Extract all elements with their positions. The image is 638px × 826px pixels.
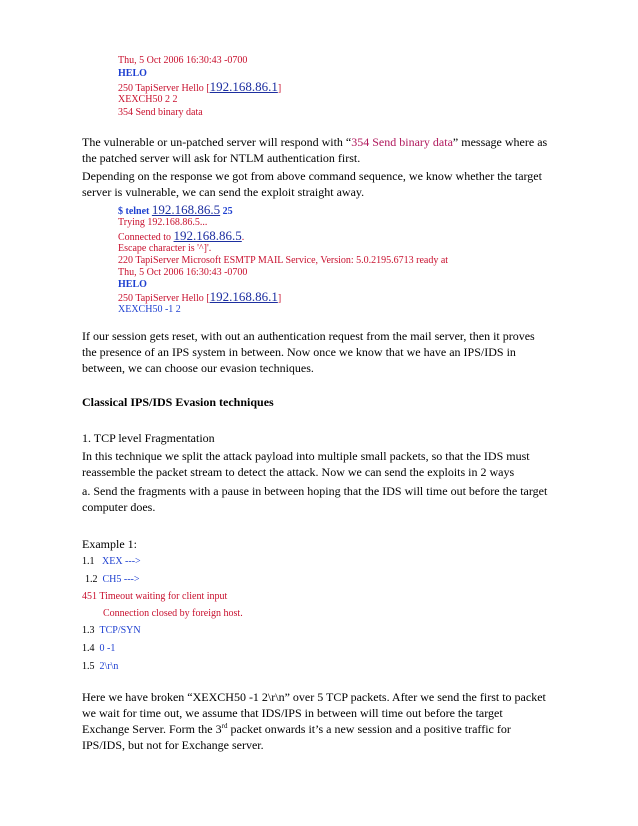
step-value: 2\r\n <box>99 661 119 672</box>
transcript-text: $ telnet <box>118 206 152 217</box>
paragraph: If our session gets reset, with out an authentication request from the mail server, then it proves the presence of an IPS system in between. Now once we know that we have an IPS/IDS in between, we can choose our evasion techniques. <box>82 329 535 375</box>
transcript-text: Connected to <box>118 232 174 243</box>
transcript-line: Thu, 5 Oct 2006 16:30:43 -0700 <box>118 267 248 278</box>
paragraph: Depending on the response we got from above command sequence, we know whether the target server is vulnerable, we can send the exploit straight away. <box>82 169 542 199</box>
section-heading: Classical IPS/IDS Evasion techniques <box>82 395 274 409</box>
transcript-text: ] <box>277 83 282 94</box>
step-number: 1.4 <box>82 643 95 654</box>
transcript-text: 25 <box>220 206 233 217</box>
example-row <box>82 555 141 568</box>
paragraph-text: The vulnerable or un-patched server will respond with “ <box>82 135 352 149</box>
step-value: CH5 ---> <box>102 574 140 585</box>
example-row <box>82 660 118 673</box>
paragraph <box>82 689 552 753</box>
example-row <box>82 642 115 655</box>
transcript-line: 220 TapiServer Microsoft ESMTP MAIL Service, Version: 5.0.2195.6713 ready at <box>118 255 449 266</box>
paragraph <box>82 134 552 166</box>
transcript-line: HELO <box>118 68 147 79</box>
step-value: XEX ---> <box>102 556 141 567</box>
step-value: 0 -1 <box>99 643 116 654</box>
ip-link[interactable]: 192.168.86.1 <box>209 79 278 94</box>
server-message: 451 Timeout waiting for client input <box>82 591 228 602</box>
transcript-line: Escape character is '^]'. <box>118 243 212 254</box>
superscript: rd <box>221 722 228 730</box>
step-value: TCP/SYN <box>99 625 141 636</box>
transcript-line: 354 Send binary data <box>118 107 203 118</box>
highlight-text: 354 Send binary data <box>351 135 453 149</box>
subheading: 1. TCP level Fragmentation <box>82 431 215 445</box>
transcript-line: Trying 192.168.86.5... <box>118 217 208 228</box>
transcript-text: ] <box>277 293 282 304</box>
ip-link[interactable]: 192.168.86.1 <box>209 289 278 304</box>
step-number: 1.5 <box>82 661 95 672</box>
step-number: 1.2 <box>85 574 98 585</box>
ip-link[interactable]: 192.168.86.5 <box>173 228 242 243</box>
transcript-line: HELO <box>118 279 147 290</box>
example-row <box>82 624 141 637</box>
paragraph: a. Send the fragments with a pause in between hoping that the IDS will time out before the target computer does. <box>82 484 548 514</box>
paragraph-text: Here we have broken “XEXCH50 -1 2\r\n” over 5 TCP packets. After we send the first to packet we wait for time out, we assume that IDS/IPS in between will time out before the target Exchange Server. Form the 3 <box>82 690 546 736</box>
paragraph-text: ” message where as the patched server will ask for NTLM authentication first. <box>82 135 548 165</box>
transcript-line: Thu, 5 Oct 2006 16:30:43 -0700 <box>118 55 248 66</box>
step-number: 1.3 <box>82 625 95 636</box>
transcript-line: XEXCH50 -1 2 <box>118 304 181 315</box>
paragraph: In this technique we split the attack payload into multiple small packets, so that the IDS must reassemble the packet stream to detect the attack. Now we can send the exploits in 2 ways <box>82 449 530 479</box>
step-number: 1.1 <box>82 556 95 567</box>
server-message: Connection closed by foreign host. <box>103 608 243 619</box>
transcript-text: . <box>241 232 245 243</box>
transcript-text: 250 TapiServer Hello [ <box>118 293 210 304</box>
paragraph-text: packet onwards it’s a new session and a positive traffic for IPS/IDS, but not for Exchange server. <box>82 722 511 752</box>
transcript-text: 250 TapiServer Hello [ <box>118 83 210 94</box>
example-label: Example 1: <box>82 537 137 551</box>
example-row <box>85 573 140 586</box>
transcript-line: XEXCH50 2 2 <box>118 94 178 105</box>
ip-link[interactable]: 192.168.86.5 <box>151 202 221 217</box>
